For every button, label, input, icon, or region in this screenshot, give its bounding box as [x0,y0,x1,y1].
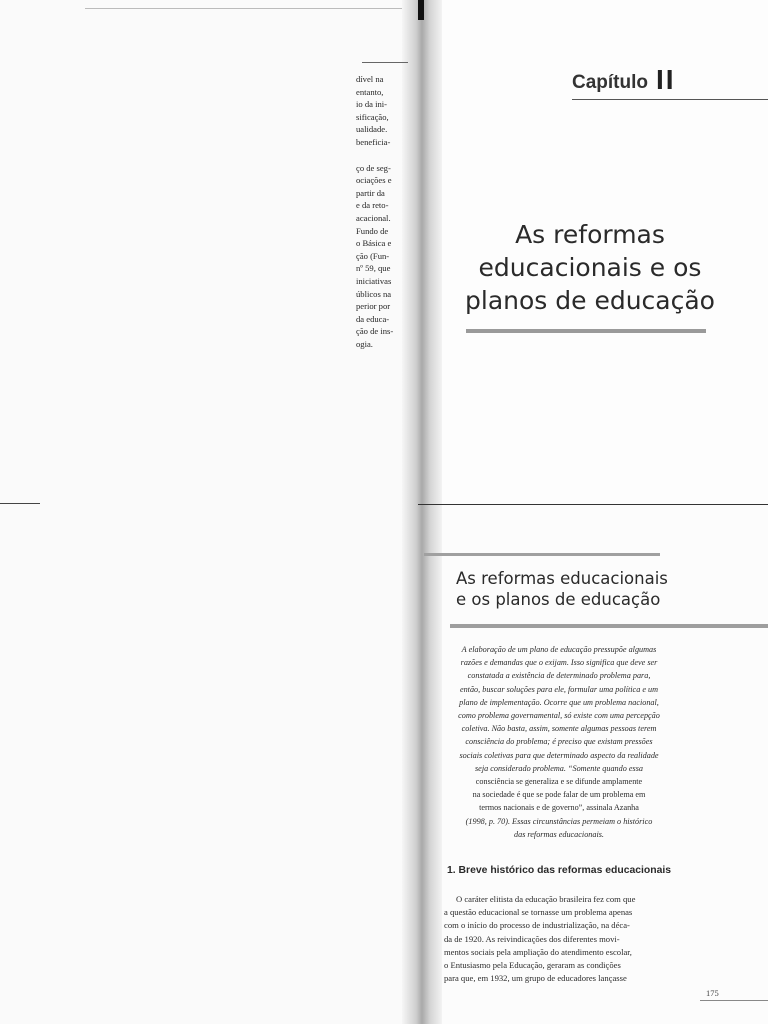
abstract-line: como problema governamental, só existe com uma percepção [458,711,660,721]
chapter-title-line: planos de educação [465,286,715,315]
abstract-line: na sociedade é que se pode falar de um problema em [472,790,646,800]
left-line: Fundo de [356,225,389,236]
left-line: entanto, [356,86,384,97]
left-line: nº 59, que [356,263,391,274]
body-line: da de 1920. As reivindicações dos diferentes movi- [444,933,620,944]
abstract-line: sociais coletivas para que determinado aspecto da realidade [459,750,659,760]
left-line: ualidade. [356,124,388,135]
page-number-rule [700,1000,768,1001]
chapter-title-rule [466,329,706,333]
chapter-title [440,218,740,317]
abstract-line: coletiva. Não basta, assim, somente algumas pessoas terem [461,724,657,734]
section-body-text [444,893,666,985]
body-line: com o início do processo de industrialização, na déca- [444,920,630,931]
abstract-line: então, buscar soluções para ele, formular uma política e um [459,684,659,694]
left-line: partir da [356,187,385,198]
body-line: a questão educacional se tornasse um problema apenas [444,907,633,918]
left-line: ociações e [356,175,392,186]
abstract-line: termos nacionais e de governo”, assinala Azanha [479,803,639,813]
section-abstract [446,643,672,841]
left-line: acacional. [356,212,391,223]
top-edge-line [85,8,405,9]
section-title-line: e os planos de educação [456,590,661,609]
abstract-line: constatada a existência de determinado problema para, [467,671,651,681]
body-line: para que, em 1932, um grupo de educadores lançasse [444,973,627,984]
left-line: iniciativas [356,275,392,286]
left-line: o Básica e [356,238,392,249]
page-number: 175 [706,988,719,998]
abstract-line: seja considerado problema. “Somente quando essa [475,763,643,773]
section-top-bar [424,553,660,556]
left-line: e da reto- [356,200,389,211]
left-line: ço de seg- [356,162,391,173]
fold-line-right [418,504,768,505]
chapter-title-line: educacionais e os [478,253,702,282]
chapter-number: II [656,64,676,95]
book-gutter [402,0,442,1024]
fold-line-left [0,503,40,504]
section-title-line: As reformas educacionais [456,569,668,588]
chapter-label: Capítulo [572,72,648,93]
abstract-line: (1998, p. 70). Essas circunstâncias permeiam o histórico [465,816,653,826]
abstract-line: A elaboração de um plano de educação pressupõe algumas [461,645,657,654]
abstract-line: das reformas educacionais. [514,829,604,839]
chapter-rule [572,99,768,100]
left-line: ção de ins- [356,326,394,337]
chapter-title-line: As reformas [515,220,665,249]
left-line: ção (Fun- [356,250,390,261]
section-title-rule [450,624,768,628]
body-line: mentos sociais pela ampliação do atendimento escolar, [444,946,632,957]
gutter-shadow [418,0,424,20]
left-page-rule [362,62,408,63]
left-line: da educa- [356,313,390,324]
left-line: perior por [356,301,391,312]
body-line: o Entusiasmo pela Educação, geraram as condições [444,960,621,971]
abstract-line: razões e demandas que o exijam. Isso significa que deve ser [460,658,658,668]
section-title [456,568,706,610]
left-line: dível na [356,74,384,84]
abstract-line: plano de implementação. Ocorre que um problema nacional, [459,697,659,707]
abstract-line: consciência se generaliza e se difunde amplamente [475,777,643,787]
left-line: io da ini- [356,99,388,110]
left-page-text-column [348,62,408,350]
left-line: úblicos na [356,288,392,299]
left-line: ogia. [356,338,373,349]
body-line: O caráter elitista da educação brasileira fez com que [456,894,636,904]
abstract-line: consciência do problema; é preciso que existam pressões [465,737,653,747]
left-line: sificação, [356,111,389,122]
section-subheading: 1. Breve histórico das reformas educacionais [447,865,672,876]
left-line: beneficia- [356,136,391,147]
